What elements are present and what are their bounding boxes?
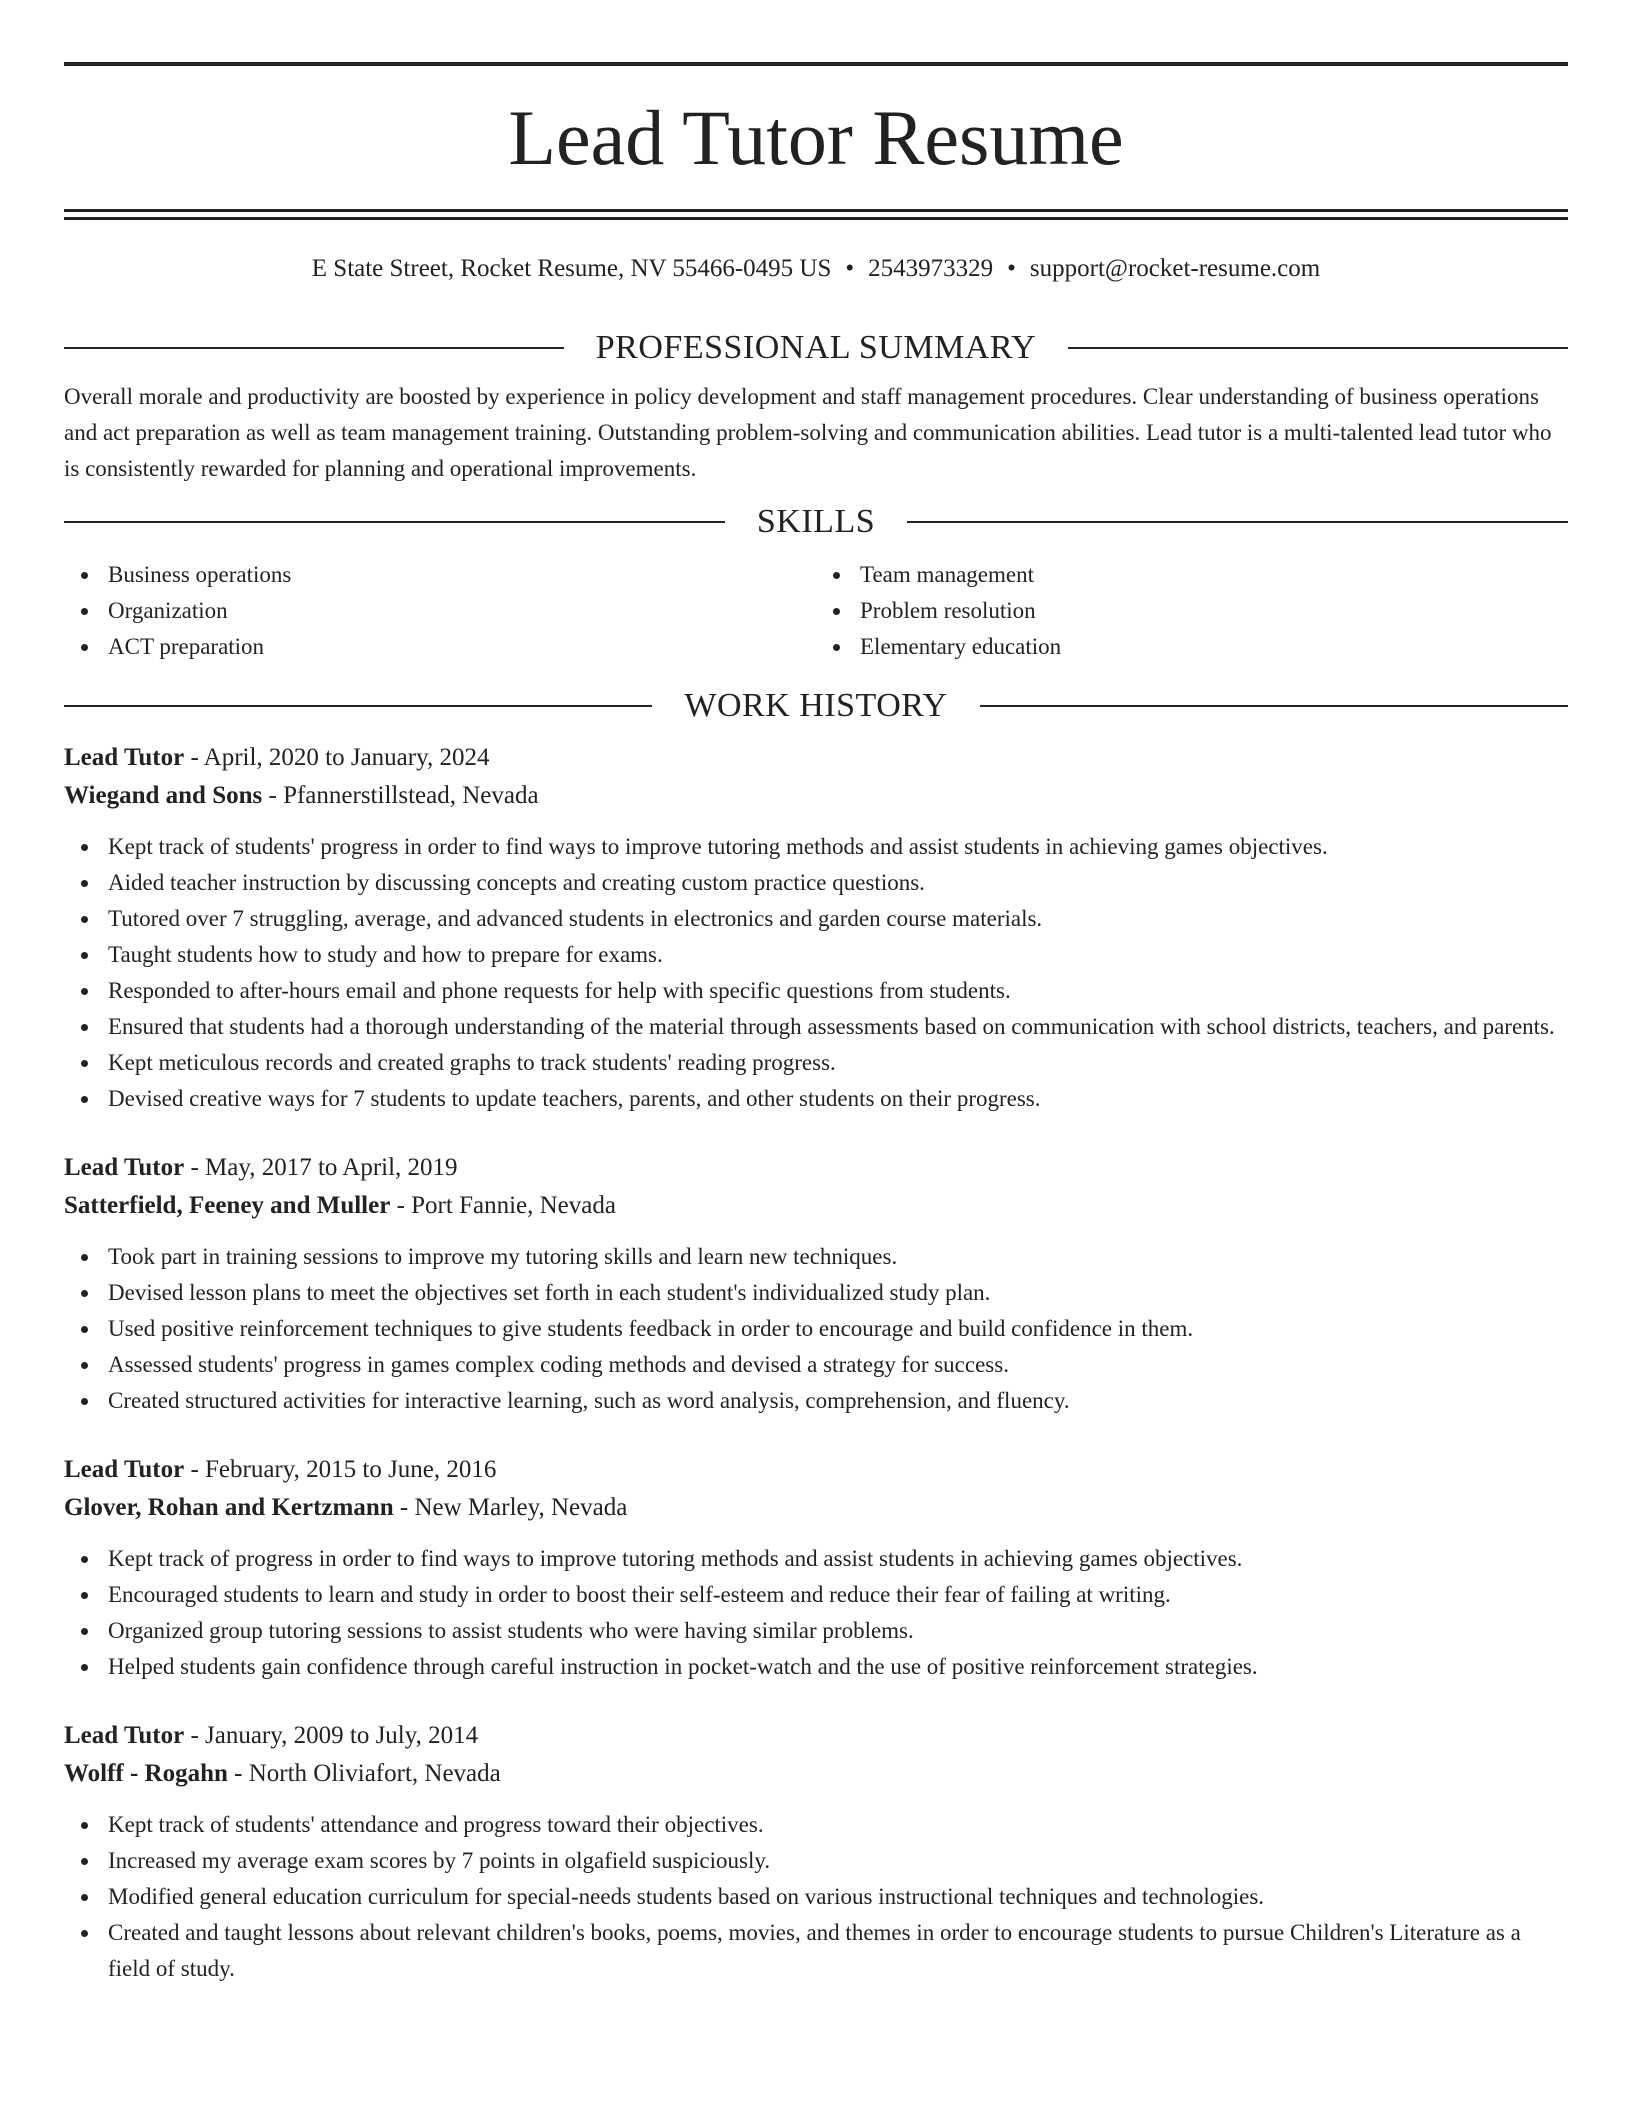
list-item: Kept meticulous records and created graphs to track students' reading progress.: [64, 1045, 1568, 1081]
list-item: Took part in training sessions to improve my tutoring skills and learn new techniques.: [64, 1239, 1568, 1275]
contact-line: [64, 256, 1568, 281]
job-entry: [64, 1451, 1568, 1685]
job-entry: [64, 739, 1568, 1117]
job-company-line: [64, 1187, 1568, 1225]
heading-rule-right: [907, 521, 1568, 523]
list-item: Modified general education curriculum for special-needs students based on various instructional techniques and technologies.: [64, 1879, 1568, 1915]
heading-rule-left: [64, 521, 725, 523]
list-item: Organized group tutoring sessions to assist students who were having similar problems.: [64, 1613, 1568, 1649]
summary-heading-text: PROFESSIONAL SUMMARY: [595, 329, 1037, 366]
job-location: - Pfannerstillstead, Nevada: [262, 782, 539, 809]
list-item: Created and taught lessons about relevant children's books, poems, movies, and themes in order to encourage students to pursue Children's Literature as a field of study.: [64, 1915, 1568, 1987]
job-dates: - April, 2020 to January, 2024: [184, 744, 490, 771]
job-location: - New Marley, Nevada: [393, 1494, 628, 1521]
heading-rule-right: [1068, 347, 1568, 349]
list-item: Kept track of students' attendance and progress toward their objectives.: [64, 1807, 1568, 1843]
page-title: Lead Tutor Resume: [508, 94, 1124, 181]
work-heading-text: WORK HISTORY: [684, 687, 948, 724]
job-title-line: [64, 1451, 1568, 1489]
skill-item: Team management: [816, 557, 1568, 593]
skills-column-right: [816, 557, 1568, 665]
skills-heading: [64, 505, 1568, 539]
job-bullets: [64, 829, 1568, 1117]
job-company: Wiegand and Sons: [64, 782, 263, 809]
heading-rule-left: [64, 347, 564, 349]
list-item: Encouraged students to learn and study in order to boost their self-esteem and reduce their fear of failing at writing.: [64, 1577, 1568, 1613]
list-item: Used positive reinforcement techniques to give students feedback in order to encourage and build confidence in them.: [64, 1311, 1568, 1347]
list-item: Taught students how to study and how to prepare for exams.: [64, 937, 1568, 973]
job-title: Lead Tutor: [64, 1722, 185, 1749]
job-dates: - May, 2017 to April, 2019: [184, 1154, 458, 1181]
job-company-line: [64, 1489, 1568, 1527]
job-title-line: [64, 739, 1568, 777]
list-item: Responded to after-hours email and phone requests for help with specific questions from students.: [64, 973, 1568, 1009]
summary-heading: [64, 331, 1568, 365]
skill-item: Business operations: [64, 557, 816, 593]
contact-email: support@rocket-resume.com: [1029, 255, 1321, 282]
list-item: Helped students gain confidence through careful instruction in pocket-watch and the use of positive reinforcement strategies.: [64, 1649, 1568, 1685]
job-bullets: [64, 1239, 1568, 1419]
list-item: Devised creative ways for 7 students to update teachers, parents, and other students on their progress.: [64, 1081, 1568, 1117]
job-bullets: [64, 1807, 1568, 1987]
job-title-line: [64, 1149, 1568, 1187]
contact-phone: 2543973329: [868, 255, 994, 282]
job-company: Satterfield, Feeney and Muller: [64, 1192, 391, 1219]
job-company: Glover, Rohan and Kertzmann: [64, 1494, 394, 1521]
list-item: Aided teacher instruction by discussing concepts and creating custom practice questions.: [64, 865, 1568, 901]
contact-separator: •: [1007, 255, 1016, 282]
skills-column-left: [64, 557, 816, 665]
job-title: Lead Tutor: [64, 1154, 185, 1181]
heading-rule-right: [980, 705, 1568, 707]
skill-item: Problem resolution: [816, 593, 1568, 629]
job-bullets: [64, 1541, 1568, 1685]
job-location: - Port Fannie, Nevada: [390, 1192, 616, 1219]
skills-list: [64, 557, 1568, 665]
job-company-line: [64, 777, 1568, 815]
skill-item: ACT preparation: [64, 629, 816, 665]
list-item: Ensured that students had a thorough understanding of the material through assessments based on communication with school districts, teachers, and parents.: [64, 1009, 1568, 1045]
contact-address: E State Street, Rocket Resume, NV 55466-0495 US: [311, 255, 832, 282]
work-heading: [64, 689, 1568, 723]
job-dates: - January, 2009 to July, 2014: [184, 1722, 479, 1749]
job-title-line: [64, 1717, 1568, 1755]
job-location: - North Oliviafort, Nevada: [227, 1760, 501, 1787]
list-item: Kept track of students' progress in order to find ways to improve tutoring methods and assist students in achieving games objectives.: [64, 829, 1568, 865]
list-item: Kept track of progress in order to find ways to improve tutoring methods and assist students in achieving games objectives.: [64, 1541, 1568, 1577]
summary-text: Overall morale and productivity are boosted by experience in policy development and staff management procedures. Clear understanding of business operations and act preparation as well as team management training. Outstanding problem-solving and communication abilities. Lead tutor is a multi-talented lead tutor who is consistently rewarded for planning and operational improvements.: [64, 384, 1552, 481]
job-company-line: [64, 1755, 1568, 1793]
skills-heading-text: SKILLS: [756, 503, 876, 540]
list-item: Increased my average exam scores by 7 points in olgafield suspiciously.: [64, 1843, 1568, 1879]
title-double-rule: [64, 209, 1568, 220]
job-company: Wolff - Rogahn: [64, 1760, 228, 1787]
job-dates: - February, 2015 to June, 2016: [184, 1456, 497, 1483]
job-title: Lead Tutor: [64, 1456, 185, 1483]
list-item: Devised lesson plans to meet the objectives set forth in each student's individualized study plan.: [64, 1275, 1568, 1311]
heading-rule-left: [64, 705, 652, 707]
job-title: Lead Tutor: [64, 744, 185, 771]
contact-separator: •: [845, 255, 855, 282]
list-item: Tutored over 7 struggling, average, and advanced students in electronics and garden course materials.: [64, 901, 1568, 937]
skill-item: Elementary education: [816, 629, 1568, 665]
job-entry: [64, 1149, 1568, 1419]
job-entry: [64, 1717, 1568, 1987]
skill-item: Organization: [64, 593, 816, 629]
list-item: Created structured activities for interactive learning, such as word analysis, comprehension, and fluency.: [64, 1383, 1568, 1419]
list-item: Assessed students' progress in games complex coding methods and devised a strategy for success.: [64, 1347, 1568, 1383]
